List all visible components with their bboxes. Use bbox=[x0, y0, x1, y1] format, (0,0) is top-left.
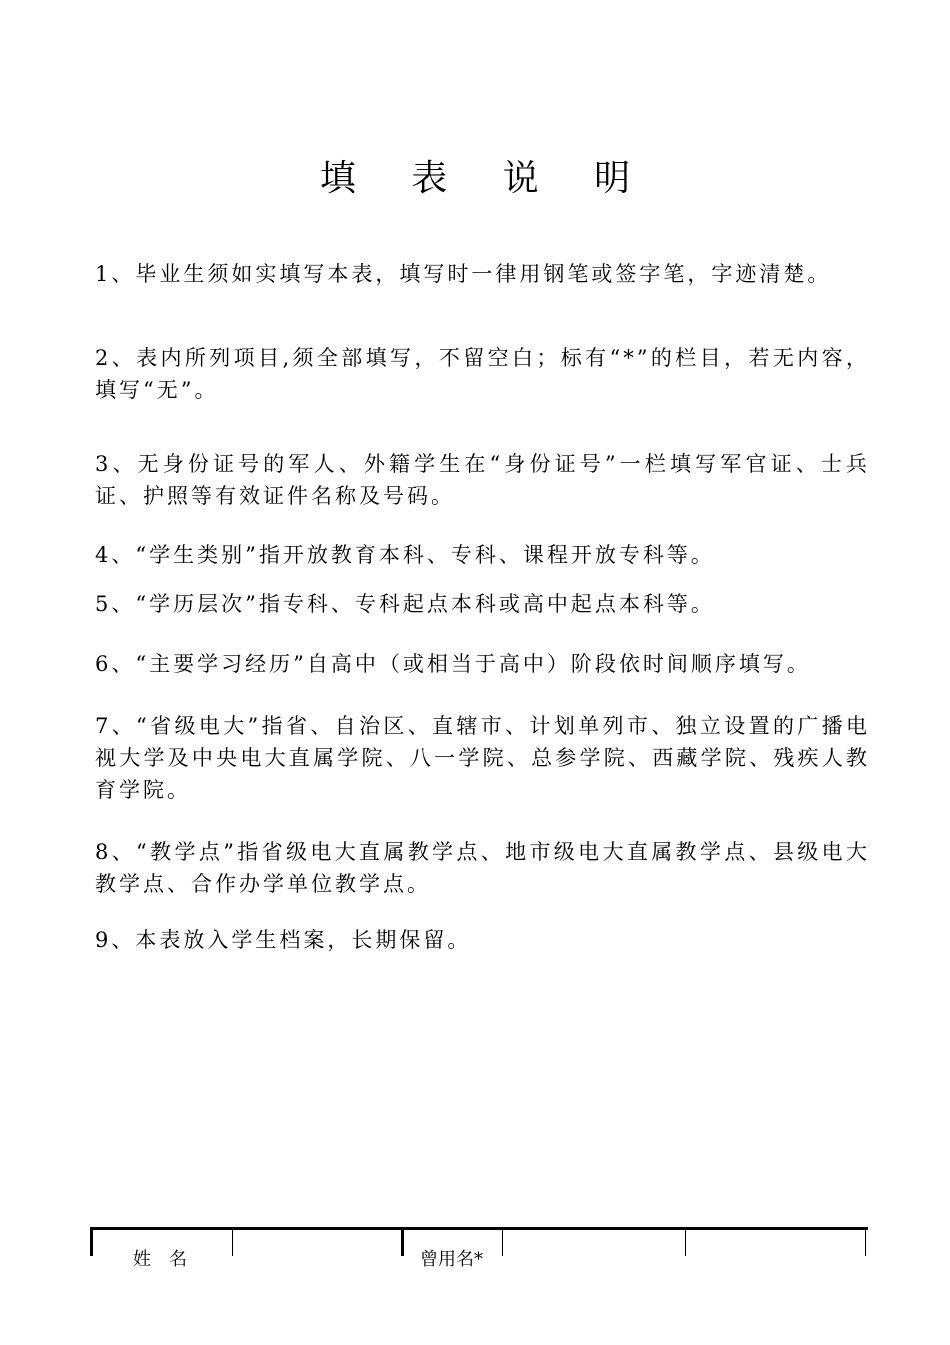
instruction-3: 3、无身份证号的军人、外籍学生在“身份证号”一栏填写军官证、士兵证、护照等有效证件名称及号码。 bbox=[95, 452, 870, 508]
instruction-6: 6、“主要学习经历”自高中（或相当于高中）阶段依时间顺序填写。 bbox=[95, 652, 811, 676]
table-divider bbox=[401, 1230, 404, 1256]
instruction-2: 2、表内所列项目,须全部填写，不留空白；标有“*”的栏目，若无内容，填写“无”。 bbox=[95, 346, 870, 402]
table-border-right bbox=[865, 1230, 866, 1256]
instruction-1: 1、毕业生须如实填写本表，填写时一律用钢笔或签字笔，字迹清楚。 bbox=[95, 262, 832, 286]
former-name-label: 曾用名* bbox=[420, 1249, 483, 1270]
name-label: 姓 名 bbox=[133, 1249, 187, 1270]
instruction-4: 4、“学生类别”指开放教育本科、专科、课程开放专科等。 bbox=[95, 543, 715, 567]
instruction-7: 7、“省级电大”指省、自治区、直辖市、计划单列市、独立设置的广播电视大学及中央电大直属学院、八一学院、总参学院、西藏学院、残疾人教育学院。 bbox=[95, 714, 870, 802]
page-title: 填 表 说 明 bbox=[319, 158, 653, 199]
table-border-left bbox=[90, 1230, 93, 1256]
instruction-8: 8、“教学点”指省级电大直属教学点、地市级电大直属教学点、县级电大教学点、合作办学单位教学点。 bbox=[95, 840, 870, 896]
table-divider bbox=[502, 1230, 503, 1256]
table-divider bbox=[232, 1230, 233, 1256]
instruction-9: 9、本表放入学生档案，长期保留。 bbox=[95, 928, 472, 952]
table-divider bbox=[685, 1230, 686, 1256]
instruction-5: 5、“学历层次”指专科、专科起点本科或高中起点本科等。 bbox=[95, 592, 715, 616]
